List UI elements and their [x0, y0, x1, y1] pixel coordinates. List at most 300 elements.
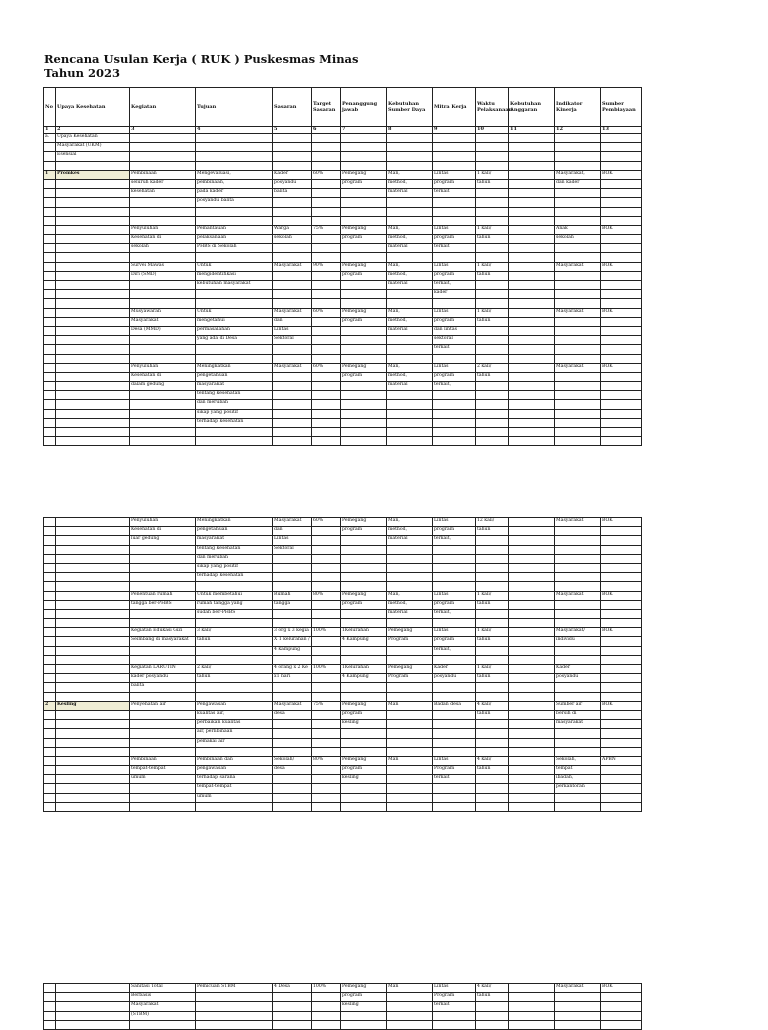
table-cell	[56, 756, 130, 765]
table-cell	[509, 336, 555, 345]
table-cell	[56, 536, 130, 545]
table-cell: 4 Kampung	[341, 674, 387, 683]
table-cell	[312, 189, 341, 198]
table-cell	[196, 747, 273, 756]
table-cell: Pemegang	[341, 518, 387, 527]
table-cell	[56, 290, 130, 299]
table-row	[44, 545, 642, 554]
ruk-table-page-2	[43, 517, 641, 812]
table-cell: tahun	[196, 674, 273, 683]
table-row	[44, 609, 642, 618]
table-cell	[56, 729, 130, 738]
table-cell	[555, 993, 601, 1002]
table-row	[44, 1020, 642, 1029]
table-cell: Sektoral	[273, 336, 312, 345]
table-cell	[476, 1020, 509, 1029]
table-cell: X 1 kelurahan /	[273, 637, 312, 646]
table-cell: terkait	[433, 189, 476, 198]
table-cell	[196, 207, 273, 216]
table-cell	[312, 281, 341, 290]
table-cell	[196, 143, 273, 152]
table-cell	[509, 527, 555, 536]
table-cell	[44, 326, 56, 335]
table-row	[44, 738, 642, 747]
table-cell	[601, 345, 642, 354]
table-cell	[476, 253, 509, 262]
table-row	[44, 701, 642, 710]
table-cell	[555, 1002, 601, 1011]
table-cell	[44, 646, 56, 655]
table-cell	[387, 437, 433, 446]
table-cell: terkait,	[433, 609, 476, 618]
table-cell	[312, 775, 341, 784]
table-cell	[601, 1011, 642, 1020]
table-cell: Seimbang di masyarakat	[130, 637, 196, 646]
table-cell	[476, 802, 509, 811]
table-cell	[433, 1020, 476, 1029]
table-cell	[476, 609, 509, 618]
table-cell	[387, 747, 433, 756]
table-cell	[601, 802, 642, 811]
table-cell: Pemegang	[387, 665, 433, 674]
table-cell	[509, 271, 555, 280]
table-cell	[387, 720, 433, 729]
table-cell	[509, 354, 555, 363]
table-cell: terhadap kesehatan	[196, 418, 273, 427]
table-cell	[387, 207, 433, 216]
table-cell	[44, 161, 56, 170]
table-cell	[509, 784, 555, 793]
table-cell	[273, 554, 312, 563]
table-cell	[44, 692, 56, 701]
table-cell: terkait,	[433, 281, 476, 290]
table-cell	[387, 409, 433, 418]
table-cell	[273, 437, 312, 446]
table-cell	[509, 152, 555, 161]
table-cell	[130, 134, 196, 143]
table-cell	[44, 637, 56, 646]
table-cell	[555, 545, 601, 554]
table-cell	[476, 207, 509, 216]
table-cell: PHBS di Sekolah	[196, 244, 273, 253]
table-cell	[312, 372, 341, 381]
table-cell: Man	[387, 701, 433, 710]
table-cell	[476, 720, 509, 729]
table-cell: pemakai air	[196, 738, 273, 747]
table-cell	[387, 143, 433, 152]
table-row	[44, 554, 642, 563]
table-cell	[509, 993, 555, 1002]
table-cell: BOK	[601, 170, 642, 179]
table-cell	[196, 993, 273, 1002]
table-cell	[130, 198, 196, 207]
table-cell	[44, 308, 56, 317]
table-cell	[341, 244, 387, 253]
table-cell	[555, 216, 601, 225]
table-cell: perkantoran	[555, 784, 601, 793]
table-row	[44, 317, 642, 326]
table-cell	[196, 299, 273, 308]
table-cell	[509, 984, 555, 993]
table-cell: tahun	[476, 271, 509, 280]
table-cell	[509, 729, 555, 738]
table-cell: 100%	[312, 984, 341, 993]
table-cell	[273, 729, 312, 738]
table-cell: dan lintas	[433, 326, 476, 335]
table-row	[44, 253, 642, 262]
table-cell: Pemantauan	[196, 225, 273, 234]
table-cell	[44, 766, 56, 775]
table-cell	[341, 802, 387, 811]
table-cell	[555, 692, 601, 701]
table-cell: Lintas	[273, 536, 312, 545]
table-cell	[44, 290, 56, 299]
table-cell: terkait	[433, 244, 476, 253]
table-cell	[130, 143, 196, 152]
table-cell	[476, 152, 509, 161]
table-cell: dan kader	[555, 179, 601, 188]
table-cell	[387, 216, 433, 225]
table-cell	[130, 161, 196, 170]
table-cell: Penentuan rumah	[130, 591, 196, 600]
table-cell: terkait	[433, 1002, 476, 1011]
table-cell	[476, 646, 509, 655]
table-row	[44, 1002, 642, 1011]
table-cell	[130, 802, 196, 811]
table-cell	[312, 554, 341, 563]
table-cell: mengidentifikasi	[196, 271, 273, 280]
table-cell: Man,	[387, 170, 433, 179]
table-cell	[601, 536, 642, 545]
table-cell	[130, 207, 196, 216]
table-cell: Esensial	[56, 152, 130, 161]
table-cell	[476, 244, 509, 253]
table-cell	[44, 382, 56, 391]
table-row	[44, 437, 642, 446]
table-cell	[196, 655, 273, 664]
table-cell	[341, 582, 387, 591]
table-row	[44, 692, 642, 701]
table-cell	[601, 354, 642, 363]
table-cell: Pemegang	[341, 170, 387, 179]
table-cell	[273, 582, 312, 591]
table-cell	[273, 198, 312, 207]
table-cell: sikap yang positif	[196, 563, 273, 572]
table-cell	[476, 216, 509, 225]
table-cell: Kegiatan LARUTIN	[130, 665, 196, 674]
table-cell	[312, 336, 341, 345]
table-cell	[273, 152, 312, 161]
table-cell	[312, 391, 341, 400]
table-cell	[312, 207, 341, 216]
table-cell	[555, 563, 601, 572]
table-cell	[312, 646, 341, 655]
table-cell: Pembinaan	[130, 170, 196, 179]
table-cell	[601, 563, 642, 572]
table-cell: Kader	[433, 665, 476, 674]
table-cell: Survei Mawas	[130, 262, 196, 271]
table-cell	[44, 609, 56, 618]
table-cell	[433, 729, 476, 738]
table-cell: Lintas	[433, 262, 476, 271]
table-cell	[555, 554, 601, 563]
table-cell	[476, 582, 509, 591]
table-cell	[312, 216, 341, 225]
table-cell	[433, 253, 476, 262]
table-cell	[601, 600, 642, 609]
table-cell: kesling	[341, 1002, 387, 1011]
table-cell	[130, 345, 196, 354]
table-cell	[476, 793, 509, 802]
table-cell	[44, 674, 56, 683]
table-cell	[56, 253, 130, 262]
table-cell	[44, 1020, 56, 1029]
table-cell	[130, 582, 196, 591]
table-row	[44, 665, 642, 674]
table-cell	[509, 600, 555, 609]
table-cell: tahun	[476, 637, 509, 646]
table-cell	[44, 1011, 56, 1020]
table-cell	[44, 793, 56, 802]
table-cell	[476, 775, 509, 784]
table-cell	[601, 271, 642, 280]
table-cell	[601, 143, 642, 152]
table-cell	[130, 1020, 196, 1029]
table-cell	[56, 984, 130, 993]
table-cell	[433, 207, 476, 216]
table-cell	[601, 1020, 642, 1029]
table-cell: Penyehatan air	[130, 701, 196, 710]
table-cell: tahun	[476, 766, 509, 775]
table-cell	[44, 720, 56, 729]
table-row	[44, 152, 642, 161]
table-cell	[196, 802, 273, 811]
table-cell	[476, 409, 509, 418]
table-cell	[555, 619, 601, 628]
table-cell	[601, 253, 642, 262]
table-cell	[312, 317, 341, 326]
table-row	[44, 674, 642, 683]
table-cell	[196, 345, 273, 354]
table-cell	[273, 253, 312, 262]
table-cell: program	[433, 372, 476, 381]
table-cell: Penyuluhan	[130, 518, 196, 527]
table-cell	[56, 665, 130, 674]
table-cell	[555, 527, 601, 536]
table-cell: tentang kesehatan	[196, 391, 273, 400]
table-row	[44, 198, 642, 207]
table-cell	[601, 134, 642, 143]
table-cell	[273, 345, 312, 354]
table-cell	[312, 536, 341, 545]
table-cell	[44, 665, 56, 674]
table-cell	[555, 646, 601, 655]
column-number: 2	[56, 127, 130, 134]
table-cell	[273, 428, 312, 437]
table-cell	[509, 253, 555, 262]
table-cell	[433, 409, 476, 418]
table-cell: tempat	[555, 766, 601, 775]
table-row	[44, 756, 642, 765]
table-cell	[273, 372, 312, 381]
table-cell: Masyarakat	[555, 591, 601, 600]
table-cell	[312, 437, 341, 446]
table-cell	[509, 244, 555, 253]
column-number: 4	[196, 127, 273, 134]
table-cell: pengetahuan	[196, 372, 273, 381]
table-cell	[555, 738, 601, 747]
ruk-table-page-3	[43, 983, 641, 1030]
table-cell: sekolah	[130, 244, 196, 253]
table-cell	[601, 573, 642, 582]
table-cell	[44, 354, 56, 363]
table-cell	[509, 674, 555, 683]
table-row	[44, 134, 642, 143]
table-row	[44, 527, 642, 536]
table-cell: 4 kali/	[476, 701, 509, 710]
table-cell	[312, 418, 341, 427]
table-cell	[273, 382, 312, 391]
table-cell	[44, 391, 56, 400]
table-cell: BOK	[601, 308, 642, 317]
table-cell: kesling	[341, 720, 387, 729]
table-row	[44, 993, 642, 1002]
table-row	[44, 179, 642, 188]
table-cell	[44, 784, 56, 793]
table-cell	[509, 683, 555, 692]
table-cell	[273, 400, 312, 409]
table-cell	[273, 747, 312, 756]
table-cell	[341, 134, 387, 143]
table-cell	[601, 527, 642, 536]
table-cell: method,	[387, 271, 433, 280]
table-cell	[44, 628, 56, 637]
table-cell: material	[387, 189, 433, 198]
table-cell	[44, 336, 56, 345]
table-cell: bersih di	[555, 710, 601, 719]
table-cell	[56, 354, 130, 363]
table-cell	[555, 793, 601, 802]
table-cell: Rumah	[273, 591, 312, 600]
table-cell	[44, 363, 56, 372]
table-cell: Masyarakat	[555, 518, 601, 527]
table-cell	[509, 1002, 555, 1011]
table-cell	[196, 437, 273, 446]
table-cell: Pemegang	[341, 262, 387, 271]
table-cell	[273, 619, 312, 628]
table-cell	[433, 738, 476, 747]
table-cell: Masyarakat	[273, 363, 312, 372]
table-cell: tempat-tempat	[130, 766, 196, 775]
column-header: Upaya Kesehatan	[56, 88, 130, 127]
table-cell	[44, 271, 56, 280]
table-cell: program	[433, 317, 476, 326]
table-cell	[509, 428, 555, 437]
table-cell	[312, 573, 341, 582]
table-cell: tahun	[476, 317, 509, 326]
table-cell	[601, 428, 642, 437]
table-cell	[387, 545, 433, 554]
table-cell	[601, 299, 642, 308]
column-number: 5	[273, 127, 312, 134]
table-cell: Meningkatkan	[196, 518, 273, 527]
table-cell	[509, 345, 555, 354]
table-cell	[44, 235, 56, 244]
table-cell: Mengevaluasi,	[196, 170, 273, 179]
table-cell	[273, 216, 312, 225]
table-cell	[312, 299, 341, 308]
table-cell	[509, 372, 555, 381]
table-cell: Anak	[555, 225, 601, 234]
table-cell	[196, 253, 273, 262]
table-cell	[509, 775, 555, 784]
table-cell	[509, 418, 555, 427]
table-cell	[476, 619, 509, 628]
table-cell	[44, 683, 56, 692]
table-row	[44, 582, 642, 591]
table-cell	[56, 674, 130, 683]
table-cell: Masyarakat	[555, 363, 601, 372]
table-cell	[341, 784, 387, 793]
table-cell	[273, 409, 312, 418]
table-cell: program	[341, 527, 387, 536]
table-cell	[476, 573, 509, 582]
table-cell: APBN	[601, 756, 642, 765]
table-cell	[44, 527, 56, 536]
table-cell: Kesehatan di	[130, 235, 196, 244]
column-number: 6	[312, 127, 341, 134]
table-cell	[387, 619, 433, 628]
table-cell	[196, 683, 273, 692]
table-cell: program	[341, 271, 387, 280]
table-cell	[387, 554, 433, 563]
table-cell	[273, 143, 312, 152]
table-cell: sekolah	[555, 235, 601, 244]
table-row	[44, 646, 642, 655]
table-cell: method,	[387, 235, 433, 244]
table-cell: Lintas	[273, 326, 312, 335]
table-cell	[196, 619, 273, 628]
table-cell	[476, 198, 509, 207]
table-cell	[56, 299, 130, 308]
table-cell	[341, 1020, 387, 1029]
table-cell	[312, 400, 341, 409]
table-cell	[56, 235, 130, 244]
table-cell	[312, 409, 341, 418]
table-cell	[56, 784, 130, 793]
table-cell: Masyarakat	[130, 1002, 196, 1011]
table-cell: yang ada di Desa	[196, 336, 273, 345]
table-cell: method,	[387, 372, 433, 381]
table-cell	[476, 428, 509, 437]
table-cell	[476, 336, 509, 345]
table-cell	[341, 198, 387, 207]
table-cell	[555, 354, 601, 363]
table-cell	[509, 382, 555, 391]
table-cell: sekolah	[273, 235, 312, 244]
table-cell: 60%	[312, 518, 341, 527]
table-cell	[509, 225, 555, 234]
column-number: 7	[341, 127, 387, 134]
table-cell	[56, 692, 130, 701]
table-cell	[509, 710, 555, 719]
table-cell	[555, 400, 601, 409]
table-cell: Lintas	[433, 308, 476, 317]
table-cell	[312, 993, 341, 1002]
table-cell	[509, 637, 555, 646]
table-cell	[387, 738, 433, 747]
table-cell: Man	[387, 984, 433, 993]
